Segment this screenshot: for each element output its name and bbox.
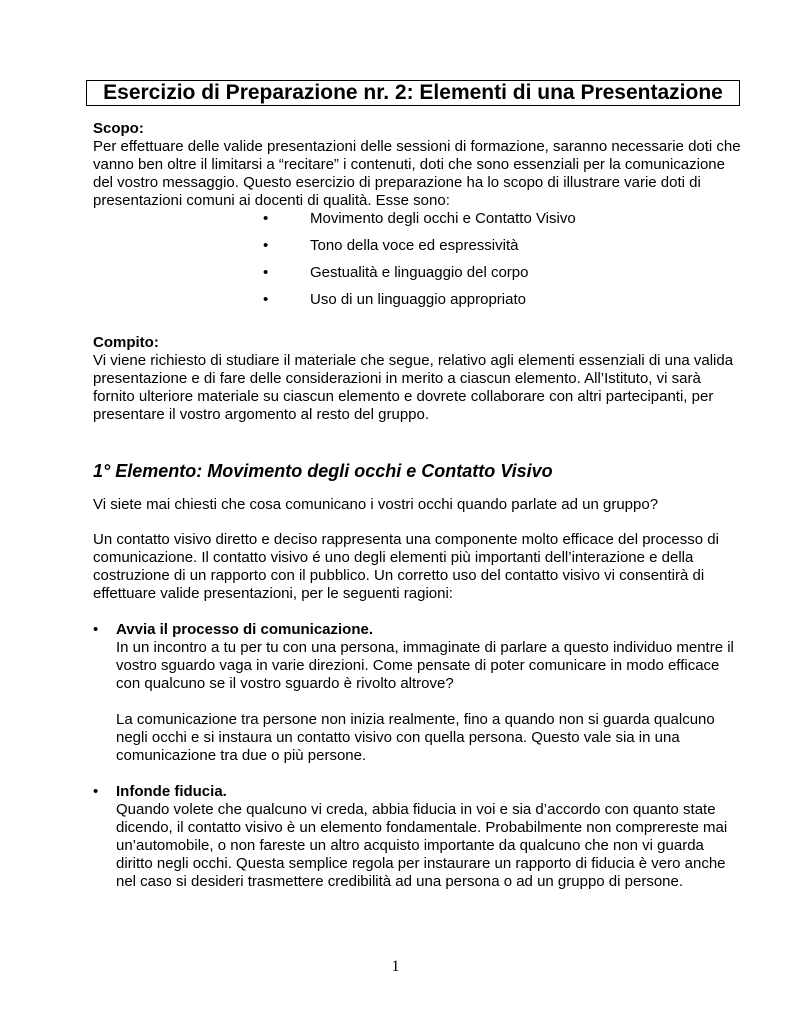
scopo-heading: Scopo: xyxy=(93,120,144,137)
point-item xyxy=(93,783,743,891)
page-number: 1 xyxy=(391,958,400,975)
section-question: Vi siete mai chiesti che cosa comunicano i vostri occhi quando parlate ad un gruppo? xyxy=(93,496,659,513)
section-intro: Un contatto visivo diretto e deciso rappresenta una componente molto efficace del processo di comunicazione. Il contatto visivo é uno degli elementi più importanti dell’interazione e della costruzione di un rapporto con il pubblico. Un corretto uso del contatto visivo vi consentirà di effettuare valide presentazioni, per le seguenti ragioni: xyxy=(93,531,719,602)
bullet-icon: • xyxy=(263,291,269,308)
skills-list xyxy=(93,210,743,318)
compito-heading: Compito: xyxy=(93,334,159,351)
list-item: • Gestualità e linguaggio del corpo xyxy=(263,264,529,281)
document-body xyxy=(93,120,743,891)
section-title: 1° Elemento: Movimento degli occhi e Contatto Visivo xyxy=(93,461,553,481)
document-title: Esercizio di Preparazione nr. 2: Elementi di una Presentazione xyxy=(86,80,740,106)
list-item: • Tono della voce ed espressività xyxy=(263,237,519,254)
point-heading: Avvia il processo di comunicazione. xyxy=(116,621,374,638)
bullet-icon: • xyxy=(263,264,269,281)
point-item xyxy=(93,621,743,765)
bullet-icon: • xyxy=(93,783,99,800)
bullet-icon: • xyxy=(263,237,269,254)
scopo-text: Per effettuare delle valide presentazioni delle sessioni di formazione, saranno necessarie doti che vanno ben oltre il limitarsi a “recitare” i contenuti, doti che sono essenziali per la comunicazione del vostro messaggio. Questo esercizio di preparazione ha lo scopo di illustrare varie doti di presentazioni comuni ai docenti di qualità. Esse sono: xyxy=(93,138,741,209)
point-paragraph: In un incontro a tu per tu con una persona, immaginate di parlare a questo individuo mentre il vostro sguardo vaga in varie direzioni. Come pensate di poter comunicare in modo efficace con qualcuno se il vostro sguardo è rivolto altrove? xyxy=(116,639,734,692)
compito-text: Vi viene richiesto di studiare il materiale che segue, relativo agli elementi essenziali di una valida presentazione e di fare delle considerazioni in merito a ciascun elemento. All’Istituto, vi sarà fornito ulteriore materiale su ciascun elemento e dovrete collaborare con altri partecipanti, per presentare il vostro argomento al resto del gruppo. xyxy=(93,352,734,423)
bullet-icon: • xyxy=(93,621,99,638)
point-heading: Infonde fiducia. xyxy=(116,783,227,800)
point-paragraph: La comunicazione tra persone non inizia realmente, fino a quando non si guarda qualcuno negli occhi e si instaura un contatto visivo con quella persona. Questo vale sia in una comunicazione tra due o più persone. xyxy=(116,711,715,764)
list-item: • Movimento degli occhi e Contatto Visivo xyxy=(263,210,576,227)
list-item: • Uso di un linguaggio appropriato xyxy=(263,291,526,308)
point-paragraph: Quando volete che qualcuno vi creda, abbia fiducia in voi e sia d’accordo con quanto state dicendo, il contatto visivo è un elemento fondamentale. Probabilmente non comprereste mai un’automobile, o non fareste un altro acquisto importante da qualcuno che non vi guarda diritto negli occhi. Questa semplice regola per instaurare un rapporto di fiducia è vero anche nel caso si desideri trasmettere credibilità ad una persona o ad un gruppo di persone. xyxy=(116,801,728,890)
bullet-icon: • xyxy=(263,210,269,227)
